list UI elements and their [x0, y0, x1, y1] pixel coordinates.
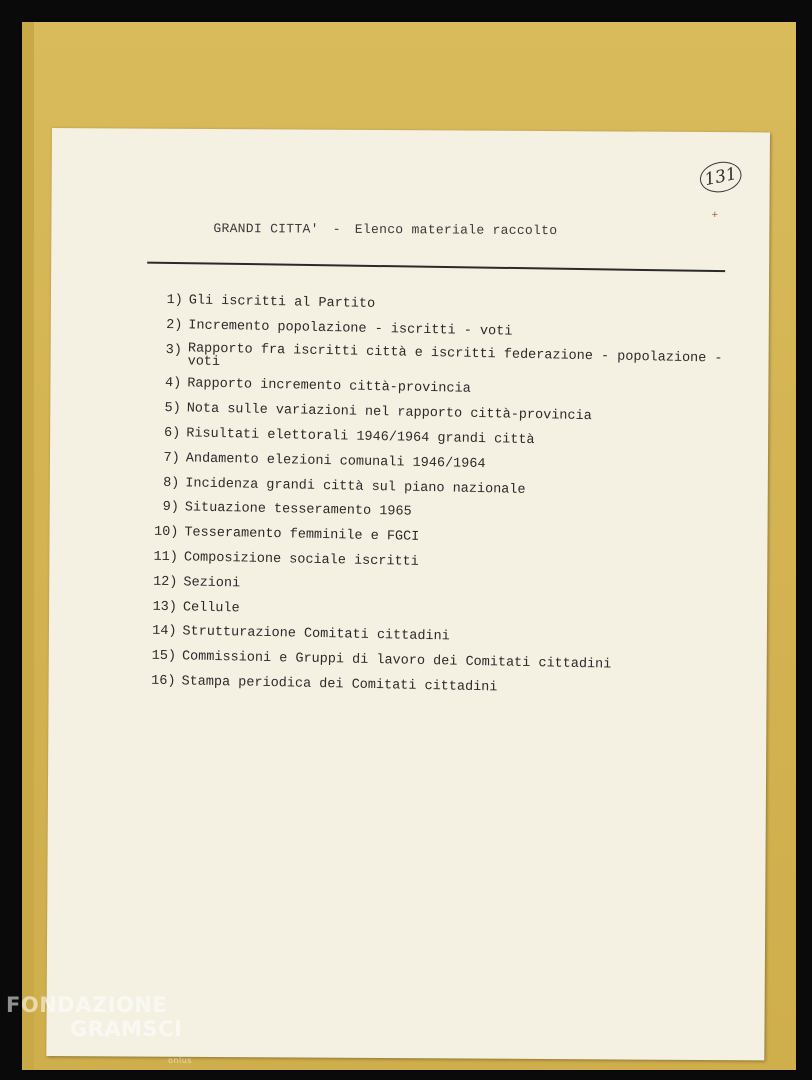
list-item: 13) Cellule [152, 599, 240, 616]
list-item: 2) Incremento popolazione - iscritti - voti [166, 317, 513, 340]
title-underline [147, 262, 725, 273]
list-item: 15) Commissioni e Gruppi di lavoro dei Comitati cittadini [151, 648, 612, 673]
title-left: GRANDI CITTA' [213, 220, 319, 237]
list-item: 4) Rapporto incremento città-provincia [164, 376, 471, 398]
list-item: 16) Stampa periodica dei Comitati cittadini [151, 673, 498, 696]
folio-number: 131 [697, 158, 744, 196]
list-item: 14) Strutturazione Comitati cittadini [152, 624, 450, 645]
list-item: 10) Tesseramento femminile e FGCI [153, 524, 420, 546]
typed-sheet [46, 128, 770, 1060]
list-item: 11) Composizione sociale iscritti [153, 549, 419, 570]
title-right: Elenco materiale raccolto [354, 221, 558, 239]
material-list [139, 292, 767, 710]
list-item: 7) Andamento elezioni comunali 1946/1964 [163, 450, 486, 472]
list-item: 6) Risultati elettorali 1946/1964 grandi città [163, 425, 535, 449]
list-item: 8) Incidenza grandi città sul piano nazionale [162, 475, 526, 498]
list-item: 9) Situazione tesseramento 1965 [162, 500, 412, 521]
pencil-mark: + [711, 210, 719, 223]
list-item: 3) Rapporto fra iscritti città e iscritti federazione - popolazione - voti [165, 340, 723, 370]
watermark-line-2: GRAMSCI [70, 1017, 183, 1041]
folder-edge [22, 22, 34, 1070]
watermark-line-1: FONDAZIONE [6, 993, 168, 1017]
document-title [213, 221, 713, 239]
fondazione-gramsci-watermark [6, 993, 192, 1065]
watermark-line-3: onlus [168, 1056, 192, 1065]
list-item: 5) Nota sulle variazioni nel rapporto città-provincia [164, 401, 592, 425]
title-separator: - [332, 221, 341, 237]
list-item: 12) Sezioni [152, 574, 241, 592]
list-item: 1) Gli iscritti al Partito [166, 292, 376, 312]
